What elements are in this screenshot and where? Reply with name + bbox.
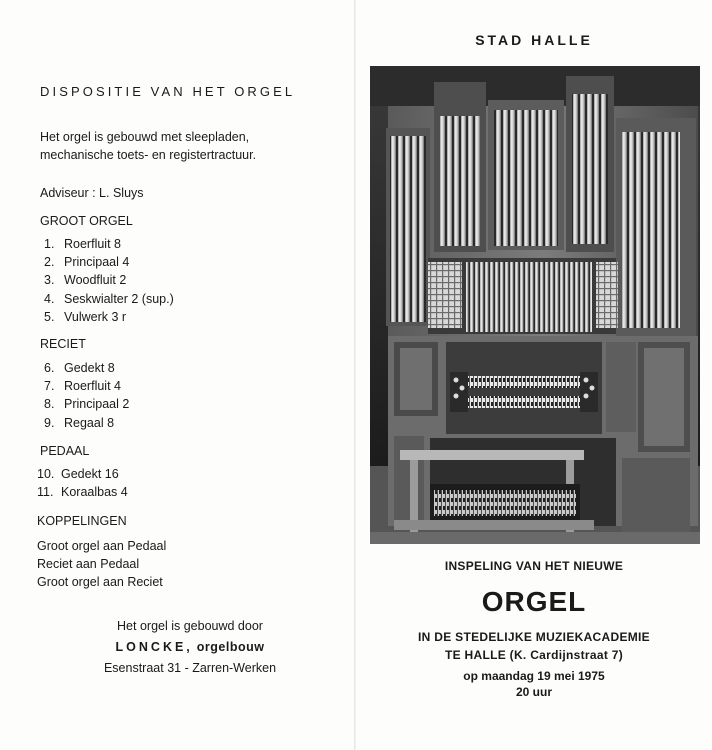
list-item: 3. Woodfluit 2: [44, 273, 127, 288]
list-item: 9. Regaal 8: [44, 415, 115, 430]
builder-firm: LONCKE,: [115, 640, 193, 654]
list-item: 11. Koraalbas 4: [37, 485, 128, 500]
organ-photo: [370, 66, 700, 544]
list-item: 10. Gedekt 16: [37, 467, 119, 481]
venue-line-1: IN DE STEDELIJKE MUZIEKACADEMIE: [418, 630, 650, 644]
reciet-stops: [44, 359, 129, 432]
builder-address: Esenstraat 31 - Zarren-Werken: [103, 661, 277, 675]
organ-illustration: [370, 66, 700, 544]
list-item: 4. Seskwialter 2 (sup.): [44, 291, 174, 306]
koppelingen-heading: KOPPELINGEN: [37, 514, 127, 528]
builder-intro: Het orgel is gebouwd door: [117, 619, 263, 633]
list-item: 1. Roerfluit 8: [44, 237, 121, 251]
list-item: 7. Roerfluit 4: [44, 379, 121, 394]
pedaal-heading: PEDAAL: [40, 444, 90, 458]
advisor-text: Adviseur : L. Sluys: [40, 186, 144, 200]
list-item: 5. Vulwerk 3 r: [44, 309, 127, 324]
inspeling-line: INSPELING VAN HET NIEUWE: [444, 559, 624, 573]
list-item: Reciet aan Pedaal: [37, 557, 140, 572]
city-title: STAD HALLE: [475, 32, 593, 48]
groot-orgel-heading: GROOT ORGEL: [40, 214, 133, 228]
intro-text: Het orgel is gebouwd met sleepladen, mechanische toets- en registertractuur.: [40, 130, 257, 162]
koppelingen-list: [37, 537, 166, 592]
event-date: op maandag 19 mei 1975: [463, 669, 605, 683]
venue-line-2: TE HALLE (K. Cardijnstraat 7): [444, 648, 624, 662]
left-panel: [0, 0, 354, 750]
list-item: 2. Principaal 4: [44, 255, 130, 270]
pedaal-stops: [37, 465, 128, 501]
venue-block: [356, 628, 712, 664]
builder-name: [40, 637, 340, 658]
list-item: 8. Principaal 2: [44, 397, 130, 412]
reciet-heading: RECIET: [40, 337, 86, 351]
list-item: Groot orgel aan Reciet: [37, 575, 163, 590]
builder-trade: orgelbouw: [196, 640, 265, 654]
event-time: 20 uur: [515, 685, 552, 699]
date-block: [356, 668, 712, 700]
builder-block: [40, 616, 340, 679]
orgel-title: ORGEL: [481, 586, 587, 617]
list-item: Groot orgel aan Pedaal: [37, 539, 167, 553]
groot-orgel-stops: [44, 235, 174, 326]
list-item: 6. Gedekt 8: [44, 361, 115, 375]
right-panel: [356, 0, 712, 750]
disposition-title: DISPOSITIE VAN HET ORGEL: [40, 84, 296, 99]
